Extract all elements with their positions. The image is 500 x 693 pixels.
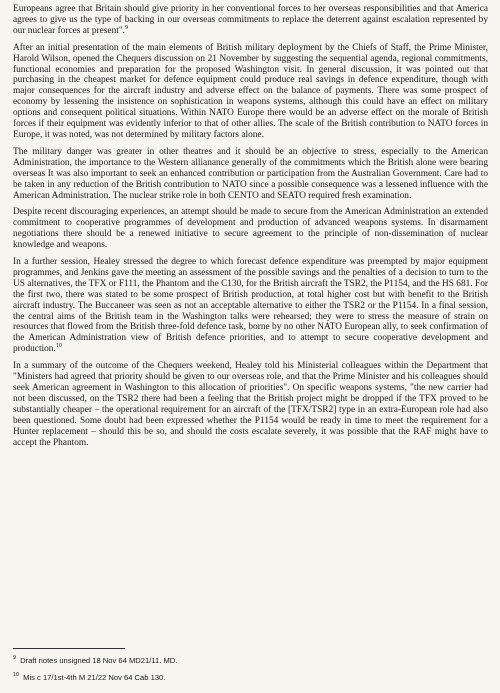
footnotes — [13, 656, 488, 690]
footnote-ref-10[interactable]: 10 — [55, 343, 62, 350]
paragraph-2: After an initial presentation of the main elements of British military deployment by the Chiefs of Staff, the Prime Minister, Harold Wilson, opened the Chequers discussion on 21 November by suggesting the sequential agenda, regional commitments, functional economies and preparation for the proposed Washington visit. In general discussion, it was pointed out that purchasing in the cheapest market for defence equipment could produce real savings in defence expenditure, though with major consequences for the aircraft industry and adverse effect on the balance of payments. There was some prospect of economy by lessening the insistence on sophistication in weapons systems, although this could have an effect on military options and consequent political situations. Within NATO Europe there would be an adverse effect on the morale of British forces if their equipment was evidently inferior to that of other allies. The scale of the British contribution to NATO forces in Europe, it was noted, was not determined by military factors alone. — [13, 42, 488, 140]
paragraph-3: The military danger was greater in other theatres and it should be an objective to stress, especially to the American Administration, the importance to the Western allianance generally of the commitments which the British alone were bearing overseas It was also important to seek an enhanced contribution or participation from the Australian Government. Care had to be taken in any reduction of the British contribution to NATO since a possible consequence was a lessened influence with the American Administration. The nuclear strike role in both CENTO and SEATO required fresh examination. — [13, 146, 488, 201]
paragraph-6: In a summary of the outcome of the Chequers weekend, Healey told his Ministerial colleagues within the Department that "Ministers had agreed that priority should be given to our overseas role, and that the Prime Minister and his colleagues should seek American agreement in Washington to this allocation of priorities". On specific weapons systems, "the new carrier had not been discussed, on the TSR2 there had been a feeling that the British project might be dropped if the TFX proved to be substantially cheaper – the operational requirement for an aircraft of the [TFX/TSR2] type in an extra-European role had also been questioned. Some doubt had been expressed whether the P1154 would be ready in time to meet the requirement for a Hunter replacement – should this be so, and should the costs escalate severely, it was possible that the RAF might have to accept the Phantom. — [13, 361, 488, 448]
footnote-divider — [13, 648, 125, 649]
paragraph-4: Despite recent discouraging experiences, an attempt should be made to secure from the American Administration an extended commitment to cooperative programmes of development and production of advanced weapons systems. In disarmament negotiations there should be a renewed initiative to secure agreement to the principle of non-dissemination of nuclear knowledge and weapons. — [13, 207, 488, 251]
footnote-ref-9[interactable]: 9 — [125, 24, 128, 31]
paragraph-5: In a further session, Healey stressed the degree to which forecast defence expenditure was preempted by major equipment programmes, and Jenkins gave the meeting an assessment of the possible savings and the penalties of a decision to turn to the US alternatives, the TFX or F111, the Phantom and the C130, for the British aircraft the TSR2, the P1154, and the HS 681. For the first two, there was stated to be some prospect of British production, at total higher cost but with benefit to the British aircraft industry. The Buccaneer was seen as not an acceptable alternative to either the TSR2 or the P1154. In a final session, the central aims of the British team in the Washington talks were rehearsed; they were to stress the measure of strain on resources that flowed from the British three-fold defence task, borne by no other NATO European ally, to seek confirmation of the American Administration view of British defence priorities, and to attempt to secure cooperative development and production.$^{10}$ — [13, 257, 488, 355]
paragraph-1: Europeans agree that Britain should give priority in her conventional forces to her overseas responsibilities and that America agrees to give us the type of backing in our overseas commitments to replace the deterrent against escalation represented by our nuclear forces at present".$^9$ — [13, 4, 488, 36]
footnote-9: $^9$ Draft notes unsigned 18 Nov 64 MD21/11. MD. — [13, 655, 178, 665]
footnote-10: $^{10}$ Mis c 17/1st-4th M 21/22 Nov 64 Cab 130. — [13, 672, 166, 682]
